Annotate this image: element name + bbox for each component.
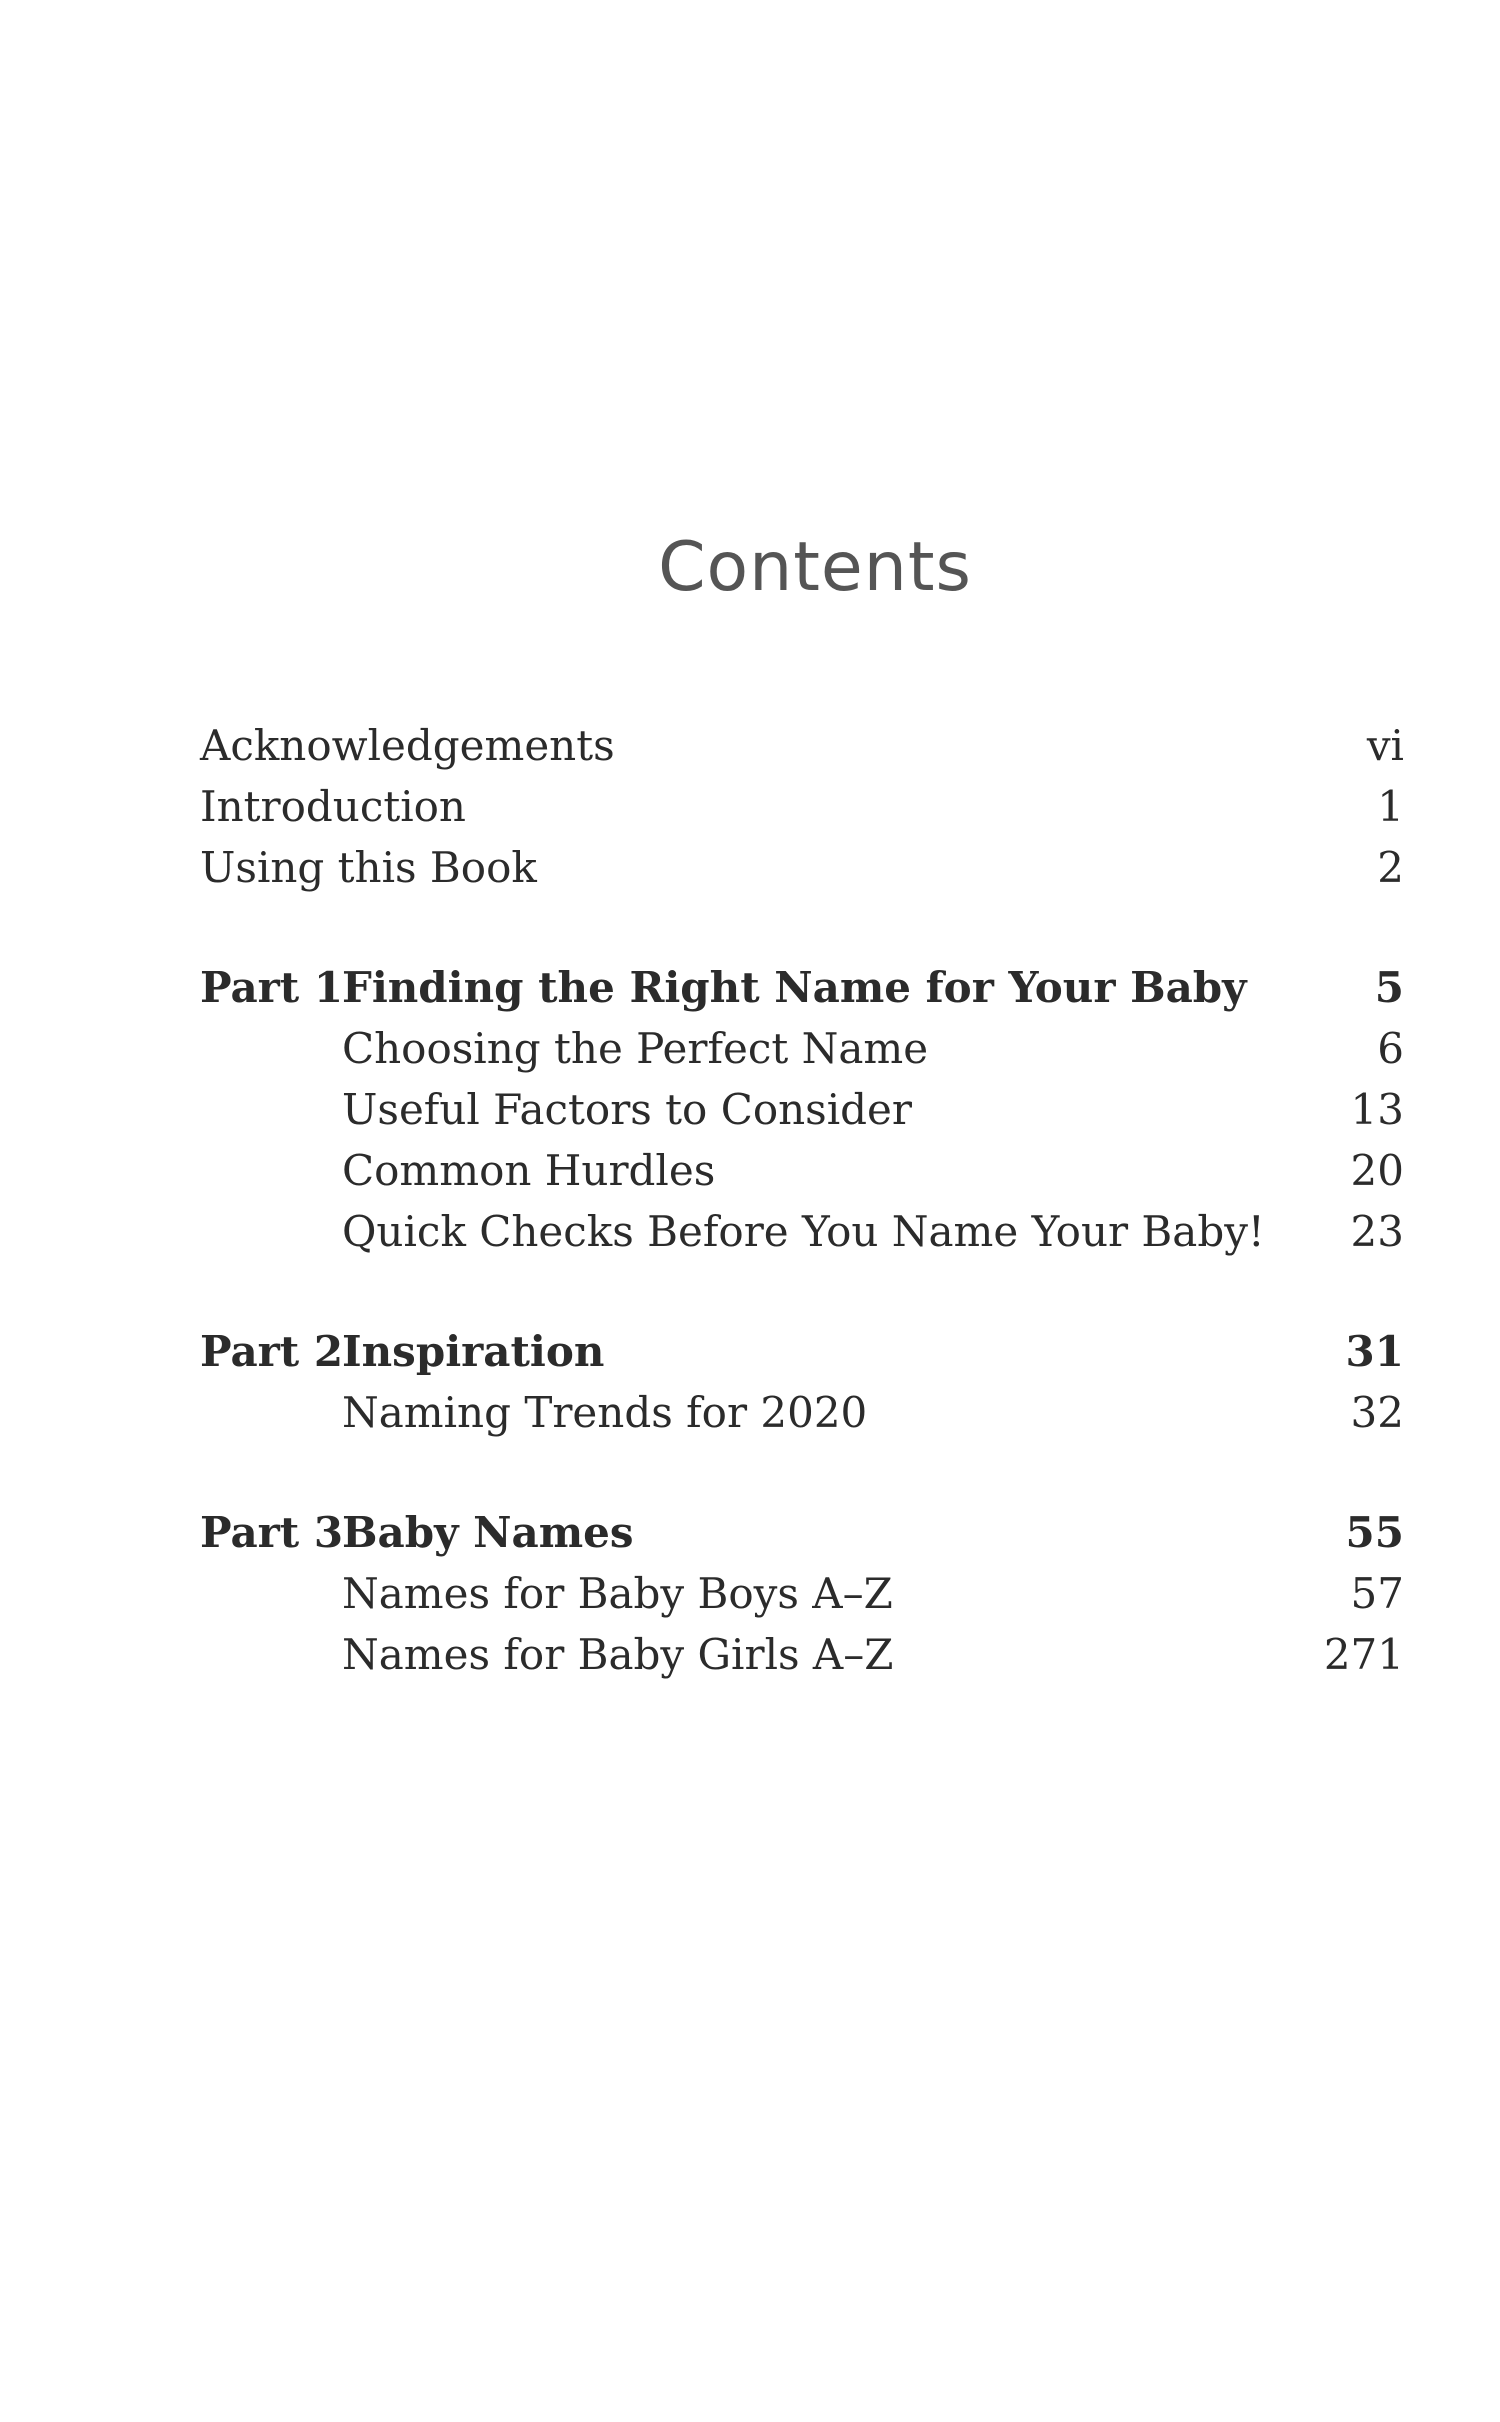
toc-part-1[interactable] xyxy=(200,957,1404,1018)
toc-entry-page: 55 xyxy=(1345,1508,1404,1557)
toc-entry-label: Introduction xyxy=(200,782,466,831)
toc-entry-page: 5 xyxy=(1374,963,1404,1012)
toc-entry-using-this-book[interactable] xyxy=(200,837,1404,898)
toc-entry-page: 6 xyxy=(1377,1024,1404,1073)
toc-entry-page: 20 xyxy=(1350,1146,1404,1195)
toc-part-2[interactable] xyxy=(200,1321,1404,1382)
toc-entry-label: Naming Trends for 2020 xyxy=(342,1388,868,1437)
toc-entry-page: 13 xyxy=(1350,1085,1404,1134)
toc-entry-label: Using this Book xyxy=(200,843,537,892)
toc-entry-label: Choosing the Perfect Name xyxy=(342,1024,929,1073)
part-title: Baby Names xyxy=(342,1508,634,1557)
toc-entry-page: 23 xyxy=(1350,1207,1404,1256)
toc-entry-label: Names for Baby Girls A–Z xyxy=(342,1630,894,1679)
toc-chapter[interactable] xyxy=(200,1018,1404,1079)
toc-entry-label: Names for Baby Boys A–Z xyxy=(342,1569,893,1618)
toc-chapter[interactable] xyxy=(200,1563,1404,1624)
part-number: Part 3 xyxy=(200,1508,344,1557)
toc-chapter[interactable] xyxy=(200,1201,1404,1262)
table-of-contents xyxy=(200,715,1404,1685)
toc-entry-acknowledgements[interactable] xyxy=(200,715,1404,776)
toc-chapter[interactable] xyxy=(200,1382,1404,1443)
section-spacer xyxy=(200,898,1404,957)
part-number: Part 2 xyxy=(200,1327,344,1376)
toc-part-3[interactable] xyxy=(200,1502,1404,1563)
toc-entry-page: 31 xyxy=(1345,1327,1404,1376)
section-spacer xyxy=(200,1443,1404,1502)
toc-entry-page: 271 xyxy=(1323,1630,1404,1679)
toc-chapter[interactable] xyxy=(200,1624,1404,1685)
toc-entry-page: 1 xyxy=(1377,782,1404,831)
toc-entry-label: Quick Checks Before You Name Your Baby! xyxy=(342,1207,1265,1256)
toc-chapter[interactable] xyxy=(200,1140,1404,1201)
toc-entry-label: Acknowledgements xyxy=(200,721,615,770)
toc-entry-page: 2 xyxy=(1377,843,1404,892)
page-title: Contents xyxy=(658,528,972,607)
section-spacer xyxy=(200,1262,1404,1321)
toc-entry-page: 32 xyxy=(1350,1388,1404,1437)
part-title: Finding the Right Name for Your Baby xyxy=(342,963,1247,1012)
toc-chapter[interactable] xyxy=(200,1079,1404,1140)
toc-entry-label: Useful Factors to Consider xyxy=(342,1085,912,1134)
part-number: Part 1 xyxy=(200,963,344,1012)
part-title: Inspiration xyxy=(342,1327,605,1376)
toc-entry-page: 57 xyxy=(1350,1569,1404,1618)
toc-entry-page: vi xyxy=(1366,721,1404,770)
toc-entry-introduction[interactable] xyxy=(200,776,1404,837)
toc-entry-label: Common Hurdles xyxy=(342,1146,716,1195)
